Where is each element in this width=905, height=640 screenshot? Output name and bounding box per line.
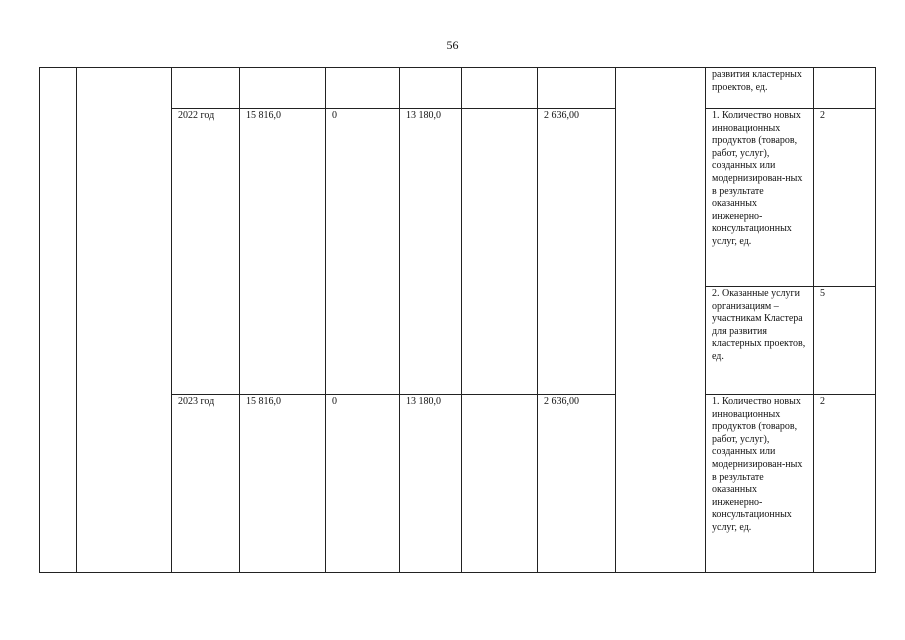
amount-cell: 0 — [326, 109, 400, 395]
table-cell — [538, 68, 616, 109]
indicator-cell: 2. Оказанные услуги организациям – участникам Кластера для развития кластерных проектов, ед. — [706, 287, 814, 395]
table-cell — [326, 68, 400, 109]
table-row — [40, 68, 876, 109]
budget-table — [39, 67, 876, 573]
indicator-value-cell: 5 — [814, 287, 876, 395]
amount-cell: 13 180,0 — [400, 395, 462, 573]
table-cell — [240, 68, 326, 109]
indicator-cell: 1. Количество новых инновационных продуктов (товаров, работ, услуг), созданных или модернизирован-ных в результате оказанных инженерно-консультационных услуг, ед. — [706, 109, 814, 287]
table-cell-name — [77, 68, 172, 573]
total-cell: 15 816,0 — [240, 109, 326, 395]
table-cell — [400, 68, 462, 109]
year-cell: 2023 год — [172, 395, 240, 573]
page-number: 56 — [446, 38, 459, 52]
indicator-cell: 1. Количество новых инновационных продуктов (товаров, работ, услуг), созданных или модернизирован-ных в результате оказанных инженерно-консультационных услуг, ед. — [706, 395, 814, 573]
total-cell: 15 816,0 — [240, 395, 326, 573]
indicator-value-cell: 2 — [814, 395, 876, 573]
amount-cell: 2 636,00 — [538, 109, 616, 395]
table-cell — [172, 68, 240, 109]
amount-cell — [462, 109, 538, 395]
amount-cell: 13 180,0 — [400, 109, 462, 395]
table-cell-executor — [616, 68, 706, 573]
amount-cell: 2 636,00 — [538, 395, 616, 573]
indicator-value-cell: 2 — [814, 109, 876, 287]
indicator-value-cell — [814, 68, 876, 109]
table-cell-number — [40, 68, 77, 573]
indicator-cell: развития кластерных проектов, ед. — [706, 68, 814, 109]
year-cell: 2022 год — [172, 109, 240, 395]
table-cell — [462, 68, 538, 109]
amount-cell — [462, 395, 538, 573]
amount-cell: 0 — [326, 395, 400, 573]
